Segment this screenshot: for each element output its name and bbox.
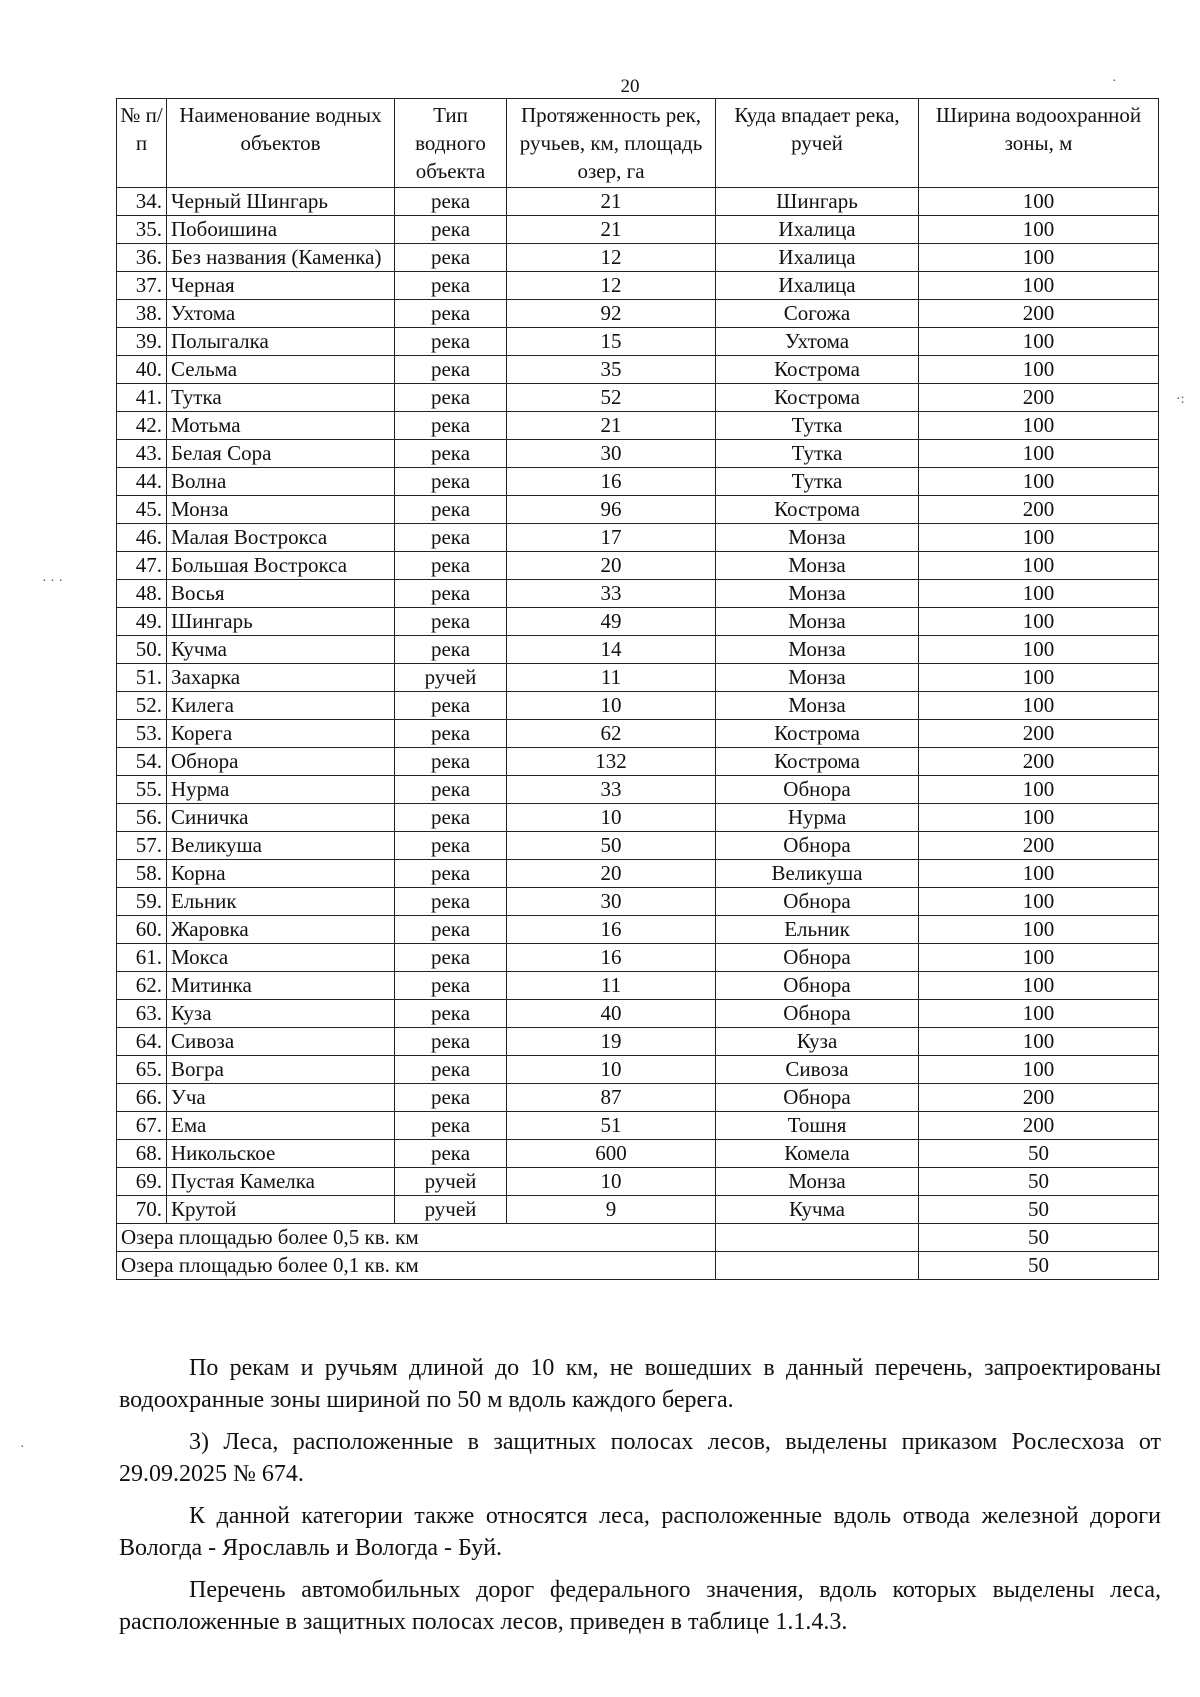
cell-name: Корега [167, 720, 395, 748]
cell-num: 43. [117, 440, 167, 468]
cell-name: Мокса [167, 944, 395, 972]
cell-length: 21 [507, 412, 716, 440]
cell-name: Митинка [167, 972, 395, 1000]
cell-outflow: Обнора [716, 972, 919, 1000]
cell-outflow: Кострома [716, 496, 919, 524]
cell-width: 100 [919, 972, 1159, 1000]
summary-row [117, 1252, 1159, 1280]
summary-row [117, 1224, 1159, 1252]
header-outflow: Куда впадает река, ручей [716, 99, 919, 188]
cell-type: река [395, 440, 507, 468]
cell-outflow: Ихалица [716, 244, 919, 272]
cell-outflow: Комела [716, 1140, 919, 1168]
cell-num: 38. [117, 300, 167, 328]
cell-type: река [395, 412, 507, 440]
cell-length: 62 [507, 720, 716, 748]
cell-name: Без названия (Каменка) [167, 244, 395, 272]
cell-length: 40 [507, 1000, 716, 1028]
cell-outflow: Монза [716, 524, 919, 552]
cell-width: 200 [919, 300, 1159, 328]
cell-outflow: Кострома [716, 720, 919, 748]
table-row [117, 1196, 1159, 1224]
cell-width: 200 [919, 832, 1159, 860]
cell-type: река [395, 580, 507, 608]
cell-type: река [395, 776, 507, 804]
cell-width: 100 [919, 608, 1159, 636]
cell-width: 100 [919, 412, 1159, 440]
paragraph: По рекам и ручьям длиной до 10 км, не вошедших в данный перечень, запроектированы водоохранные зоны шириной по 50 м вдоль каждого берега. [119, 1355, 1161, 1413]
cell-type: река [395, 944, 507, 972]
cell-width: 200 [919, 1084, 1159, 1112]
cell-name: Монза [167, 496, 395, 524]
cell-width: 100 [919, 580, 1159, 608]
cell-num: 42. [117, 412, 167, 440]
cell-name: Мотьма [167, 412, 395, 440]
cell-name: Обнора [167, 748, 395, 776]
table-body [117, 188, 1159, 1280]
cell-width: 100 [919, 692, 1159, 720]
cell-name: Ухтома [167, 300, 395, 328]
cell-width: 100 [919, 944, 1159, 972]
cell-name: Шингарь [167, 608, 395, 636]
cell-type: река [395, 832, 507, 860]
cell-num: 68. [117, 1140, 167, 1168]
cell-length: 21 [507, 216, 716, 244]
cell-type: река [395, 1112, 507, 1140]
cell-name: Вогра [167, 1056, 395, 1084]
cell-num: 48. [117, 580, 167, 608]
cell-width: 100 [919, 776, 1159, 804]
table-row [117, 440, 1159, 468]
cell-num: 53. [117, 720, 167, 748]
cell-type: ручей [395, 1168, 507, 1196]
paragraph: 3) Леса, расположенные в защитных полосах лесов, выделены приказом Рослесхоза от 29.09.2025 № 674. [119, 1429, 1161, 1487]
table-row [117, 692, 1159, 720]
cell-width: 100 [919, 552, 1159, 580]
table-row [117, 328, 1159, 356]
table-row [117, 804, 1159, 832]
cell-width: 100 [919, 1056, 1159, 1084]
cell-width: 100 [919, 272, 1159, 300]
cell-length: 14 [507, 636, 716, 664]
cell-length: 600 [507, 1140, 716, 1168]
table-row [117, 272, 1159, 300]
cell-width: 200 [919, 1112, 1159, 1140]
cell-name: Черный Шингарь [167, 188, 395, 216]
table-row [117, 244, 1159, 272]
cell-length: 21 [507, 188, 716, 216]
cell-name: Черная [167, 272, 395, 300]
cell-width: 50 [919, 1140, 1159, 1168]
cell-name: Полыгалка [167, 328, 395, 356]
cell-outflow: Обнора [716, 888, 919, 916]
cell-num: 61. [117, 944, 167, 972]
table-row [117, 524, 1159, 552]
cell-num: 39. [117, 328, 167, 356]
table-row [117, 720, 1159, 748]
cell-name: Никольское [167, 1140, 395, 1168]
cell-num: 41. [117, 384, 167, 412]
table-row [117, 300, 1159, 328]
cell-name: Синичка [167, 804, 395, 832]
paragraph: Перечень автомобильных дорог федерального значения, вдоль которых выделены леса, расположенные в защитных полосах лесов, приведен в таблице 1.1.4.3. [119, 1577, 1161, 1635]
cell-name: Ема [167, 1112, 395, 1140]
cell-num: 35. [117, 216, 167, 244]
cell-num: 56. [117, 804, 167, 832]
cell-type: река [395, 916, 507, 944]
cell-num: 49. [117, 608, 167, 636]
cell-type: река [395, 1056, 507, 1084]
cell-num: 40. [117, 356, 167, 384]
cell-name: Сивоза [167, 1028, 395, 1056]
cell-type: река [395, 300, 507, 328]
cell-outflow: Монза [716, 692, 919, 720]
cell-width: 100 [919, 1028, 1159, 1056]
cell-type: река [395, 1028, 507, 1056]
cell-num: 52. [117, 692, 167, 720]
scan-speck: ·: [1176, 392, 1185, 407]
summary-label: Озера площадью более 0,5 кв. км [117, 1224, 716, 1252]
cell-outflow: Кострома [716, 384, 919, 412]
table-row [117, 776, 1159, 804]
cell-num: 37. [117, 272, 167, 300]
cell-type: река [395, 216, 507, 244]
cell-length: 50 [507, 832, 716, 860]
cell-length: 15 [507, 328, 716, 356]
page-number: 20 [620, 76, 640, 97]
summary-outflow [716, 1252, 919, 1280]
table-row [117, 496, 1159, 524]
cell-type: река [395, 328, 507, 356]
cell-outflow: Ухтома [716, 328, 919, 356]
cell-name: Нурма [167, 776, 395, 804]
cell-num: 60. [117, 916, 167, 944]
cell-num: 67. [117, 1112, 167, 1140]
scan-speck: · [1112, 74, 1117, 89]
table-row [117, 216, 1159, 244]
cell-type: река [395, 188, 507, 216]
cell-num: 44. [117, 468, 167, 496]
cell-name: Волна [167, 468, 395, 496]
table-row [117, 1168, 1159, 1196]
cell-width: 100 [919, 664, 1159, 692]
cell-length: 11 [507, 972, 716, 1000]
table-row [117, 356, 1159, 384]
cell-name: Корна [167, 860, 395, 888]
cell-outflow: Обнора [716, 832, 919, 860]
cell-length: 20 [507, 552, 716, 580]
cell-num: 58. [117, 860, 167, 888]
paragraph: К данной категории также относятся леса, расположенные вдоль отвода железной дороги Вологда - Ярославль и Вологда - Буй. [119, 1503, 1161, 1561]
table-row [117, 636, 1159, 664]
cell-length: 11 [507, 664, 716, 692]
cell-outflow: Кучма [716, 1196, 919, 1224]
water-bodies-table [116, 98, 1159, 1280]
cell-length: 17 [507, 524, 716, 552]
summary-width: 50 [919, 1224, 1159, 1252]
scan-speck: · · · [42, 574, 63, 589]
cell-outflow: Ихалица [716, 216, 919, 244]
cell-type: река [395, 356, 507, 384]
cell-outflow: Ихалица [716, 272, 919, 300]
cell-width: 100 [919, 356, 1159, 384]
cell-width: 100 [919, 888, 1159, 916]
cell-width: 50 [919, 1168, 1159, 1196]
cell-length: 10 [507, 692, 716, 720]
cell-type: река [395, 384, 507, 412]
body-text [119, 1352, 1161, 1648]
cell-name: Куза [167, 1000, 395, 1028]
table-row [117, 944, 1159, 972]
cell-length: 10 [507, 804, 716, 832]
cell-num: 64. [117, 1028, 167, 1056]
table-row [117, 552, 1159, 580]
cell-type: река [395, 1000, 507, 1028]
cell-name: Малая Вострокса [167, 524, 395, 552]
table-row [117, 1084, 1159, 1112]
cell-outflow: Ельник [716, 916, 919, 944]
cell-name: Килега [167, 692, 395, 720]
cell-type: река [395, 272, 507, 300]
cell-name: Ельник [167, 888, 395, 916]
table-row [117, 580, 1159, 608]
table-row [117, 972, 1159, 1000]
cell-num: 63. [117, 1000, 167, 1028]
cell-type: река [395, 888, 507, 916]
cell-length: 49 [507, 608, 716, 636]
cell-type: река [395, 244, 507, 272]
table-row [117, 1112, 1159, 1140]
cell-length: 92 [507, 300, 716, 328]
cell-width: 100 [919, 524, 1159, 552]
cell-length: 19 [507, 1028, 716, 1056]
table-row [117, 188, 1159, 216]
cell-width: 50 [919, 1196, 1159, 1224]
table-row [117, 832, 1159, 860]
cell-outflow: Обнора [716, 1000, 919, 1028]
cell-type: река [395, 692, 507, 720]
cell-length: 30 [507, 440, 716, 468]
cell-length: 12 [507, 272, 716, 300]
cell-outflow: Согожа [716, 300, 919, 328]
cell-outflow: Обнора [716, 944, 919, 972]
cell-name: Великуша [167, 832, 395, 860]
cell-outflow: Тошня [716, 1112, 919, 1140]
cell-num: 51. [117, 664, 167, 692]
cell-width: 100 [919, 328, 1159, 356]
header-length: Протяженность рек, ручьев, км, площадь озер, га [507, 99, 716, 188]
table-row [117, 1028, 1159, 1056]
cell-width: 100 [919, 468, 1159, 496]
cell-width: 100 [919, 916, 1159, 944]
cell-length: 16 [507, 916, 716, 944]
cell-num: 36. [117, 244, 167, 272]
cell-outflow: Обнора [716, 776, 919, 804]
table-row [117, 1056, 1159, 1084]
cell-num: 62. [117, 972, 167, 1000]
cell-length: 10 [507, 1168, 716, 1196]
cell-length: 33 [507, 776, 716, 804]
cell-length: 30 [507, 888, 716, 916]
table-row [117, 468, 1159, 496]
cell-type: река [395, 972, 507, 1000]
cell-num: 59. [117, 888, 167, 916]
cell-type: река [395, 1084, 507, 1112]
cell-name: Восья [167, 580, 395, 608]
cell-type: река [395, 804, 507, 832]
cell-width: 100 [919, 636, 1159, 664]
cell-type: река [395, 860, 507, 888]
cell-outflow: Монза [716, 636, 919, 664]
cell-name: Большая Вострокса [167, 552, 395, 580]
cell-num: 45. [117, 496, 167, 524]
cell-type: река [395, 720, 507, 748]
cell-type: река [395, 496, 507, 524]
cell-length: 35 [507, 356, 716, 384]
cell-type: река [395, 748, 507, 776]
summary-label: Озера площадью более 0,1 кв. км [117, 1252, 716, 1280]
cell-length: 52 [507, 384, 716, 412]
cell-width: 100 [919, 244, 1159, 272]
cell-outflow: Монза [716, 580, 919, 608]
table-row [117, 1140, 1159, 1168]
table-row [117, 1000, 1159, 1028]
cell-width: 200 [919, 384, 1159, 412]
cell-outflow: Монза [716, 608, 919, 636]
cell-name: Побоишина [167, 216, 395, 244]
cell-length: 12 [507, 244, 716, 272]
cell-width: 200 [919, 496, 1159, 524]
table-row [117, 384, 1159, 412]
cell-width: 200 [919, 720, 1159, 748]
table-header-row [117, 99, 1159, 188]
cell-length: 9 [507, 1196, 716, 1224]
table-row [117, 664, 1159, 692]
cell-name: Белая Сора [167, 440, 395, 468]
cell-name: Тутка [167, 384, 395, 412]
cell-width: 100 [919, 440, 1159, 468]
cell-num: 50. [117, 636, 167, 664]
cell-type: река [395, 636, 507, 664]
cell-outflow: Тутка [716, 440, 919, 468]
cell-length: 16 [507, 944, 716, 972]
cell-num: 46. [117, 524, 167, 552]
cell-name: Сельма [167, 356, 395, 384]
cell-type: река [395, 468, 507, 496]
table-row [117, 608, 1159, 636]
cell-length: 51 [507, 1112, 716, 1140]
cell-length: 10 [507, 1056, 716, 1084]
table-row [117, 860, 1159, 888]
cell-outflow: Обнора [716, 1084, 919, 1112]
cell-width: 100 [919, 804, 1159, 832]
cell-outflow: Монза [716, 1168, 919, 1196]
cell-num: 65. [117, 1056, 167, 1084]
cell-length: 132 [507, 748, 716, 776]
header-type: Тип водного объекта [395, 99, 507, 188]
cell-outflow: Тутка [716, 468, 919, 496]
cell-outflow: Нурма [716, 804, 919, 832]
header-num: № п/п [117, 99, 167, 188]
cell-name: Уча [167, 1084, 395, 1112]
cell-name: Захарка [167, 664, 395, 692]
cell-num: 55. [117, 776, 167, 804]
summary-width: 50 [919, 1252, 1159, 1280]
cell-length: 16 [507, 468, 716, 496]
cell-type: река [395, 608, 507, 636]
cell-name: Пустая Камелка [167, 1168, 395, 1196]
table-row [117, 412, 1159, 440]
cell-outflow: Сивоза [716, 1056, 919, 1084]
cell-type: река [395, 524, 507, 552]
cell-outflow: Монза [716, 664, 919, 692]
scan-speck: · [20, 1440, 25, 1455]
header-name: Наименование водных объектов [167, 99, 395, 188]
cell-num: 69. [117, 1168, 167, 1196]
cell-num: 54. [117, 748, 167, 776]
cell-num: 57. [117, 832, 167, 860]
header-width: Ширина водоохранной зоны, м [919, 99, 1159, 188]
cell-outflow: Монза [716, 552, 919, 580]
cell-num: 34. [117, 188, 167, 216]
cell-name: Кучма [167, 636, 395, 664]
cell-num: 70. [117, 1196, 167, 1224]
cell-width: 100 [919, 1000, 1159, 1028]
cell-outflow: Шингарь [716, 188, 919, 216]
cell-outflow: Кострома [716, 356, 919, 384]
cell-outflow: Великуша [716, 860, 919, 888]
cell-width: 100 [919, 216, 1159, 244]
cell-outflow: Кострома [716, 748, 919, 776]
cell-name: Жаровка [167, 916, 395, 944]
cell-length: 96 [507, 496, 716, 524]
table-row [117, 748, 1159, 776]
cell-num: 66. [117, 1084, 167, 1112]
cell-type: река [395, 552, 507, 580]
cell-width: 100 [919, 860, 1159, 888]
table-row [117, 888, 1159, 916]
cell-outflow: Куза [716, 1028, 919, 1056]
cell-length: 20 [507, 860, 716, 888]
cell-num: 47. [117, 552, 167, 580]
table-row [117, 916, 1159, 944]
cell-type: ручей [395, 664, 507, 692]
cell-outflow: Тутка [716, 412, 919, 440]
cell-length: 87 [507, 1084, 716, 1112]
cell-width: 100 [919, 188, 1159, 216]
summary-outflow [716, 1224, 919, 1252]
cell-type: ручей [395, 1196, 507, 1224]
cell-width: 200 [919, 748, 1159, 776]
cell-type: река [395, 1140, 507, 1168]
cell-length: 33 [507, 580, 716, 608]
cell-name: Крутой [167, 1196, 395, 1224]
